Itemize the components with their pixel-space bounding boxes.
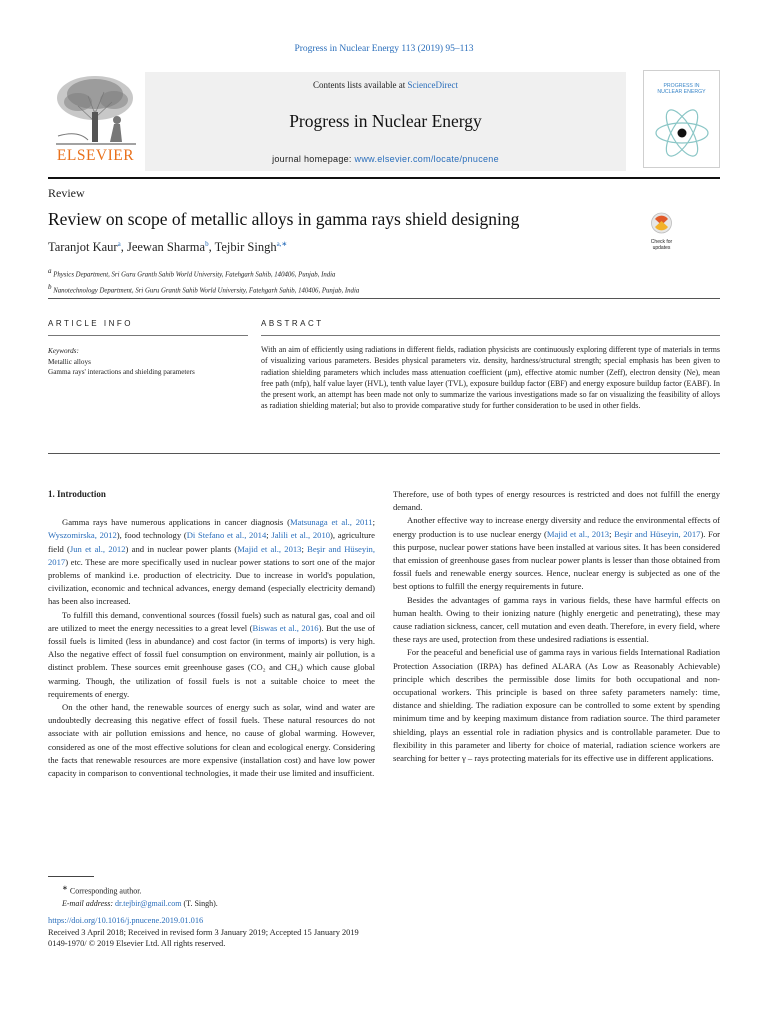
paragraph	[393, 488, 720, 514]
article-info-rule	[48, 335, 248, 336]
check-badge-line-1: Check for	[650, 239, 673, 245]
abstract-bottom-rule	[48, 453, 720, 454]
article-info-heading: ARTICLE INFO	[48, 319, 133, 328]
paragraph	[393, 514, 720, 593]
affiliations	[48, 265, 359, 298]
text-run: To fulfill this demand, conventional sources (fossil fuels) such as natural gas, coal and oil are utilized to meet the energy necessities to a great level (	[48, 609, 375, 633]
abstract-text: With an aim of efficiently using radiations in different fields, radiation physicists are continuously exploring different type of materials in terms of visualizing various parameters. Besides physical parameters viz. density, hardness/structural strength; special emphasis has been given to radiation shielding parameters which includes mass attenuation coefficient (μm), effective atomic number (Zeff), electron density (Ne), mean free path (mfp), half value layer (HVL), tenth value layer (TVL), exposure buildup factor (EBF) and energy exposure buildup factor (EABF). In the present work, an attempt has been made not only to summarize the various investigations made so far on visualizing the feasibility of alloys as radiation shielding material; but also to provide comparative study for further consideration to be used in other fields.	[261, 345, 720, 411]
keywords-label: Keywords:	[48, 347, 79, 355]
text-run: ) and in nuclear power plants (	[125, 543, 238, 554]
homepage-line	[145, 154, 626, 164]
email-label: E-mail address:	[62, 898, 114, 908]
text-run: ;	[266, 530, 272, 541]
citation-link[interactable]: Beşir and Hüseyin, 2017	[48, 543, 375, 567]
doi-link[interactable]: https://doi.org/10.1016/j.pnucene.2019.01.016	[48, 916, 204, 925]
article-title: Review on scope of metallic alloys in gamma rays shield designing	[48, 209, 520, 229]
citation-link[interactable]: Wyszomirska, 2012	[48, 530, 117, 541]
citation-link[interactable]: Biswas et al., 2016	[252, 622, 319, 633]
paragraph	[48, 609, 375, 701]
homepage-prefix: journal homepage:	[272, 154, 355, 164]
citation-link[interactable]: Jalili et al., 2010	[271, 530, 331, 541]
check-for-updates-badge[interactable]	[645, 212, 678, 251]
text-run: ), food technology (	[116, 530, 187, 541]
section-heading-introduction: 1. Introduction	[48, 489, 106, 499]
received-dates: Received 3 April 2018; Received in revised form 3 January 2019; Accepted 15 January 2019	[48, 927, 359, 937]
footnotes: ∗ Corresponding author. E-mail address: dr.tejbir@gmail.com (T. Singh).	[62, 884, 218, 908]
atom-icon	[652, 103, 712, 163]
journal-masthead	[48, 70, 720, 173]
text-run: On the other hand, the renewable sources of energy such as solar, wind and water are undoubtedly decreasing this negative effect of fossil fuels. These natural resources do not associate with air pollution emissions and hence, no cause of global warming. However, considered as one of the most effective solutions for clean and ecological energy. Considering the facts that renewable resources are more expensive (installation cost) and have low power capacity in comparison to conventional technologies, it made their use limited and insufficient.	[48, 702, 375, 779]
text-run: Another effective way to increase energy diversity and reduce the environmental effects of energy production is to use nuclear energy (	[393, 515, 720, 539]
text-run: ;	[609, 528, 615, 539]
homepage-link[interactable]: www.elsevier.com/locate/pnucene	[354, 154, 499, 164]
publisher-wordmark: ELSEVIER	[56, 147, 135, 164]
journal-title-band	[145, 72, 626, 171]
cover-title	[644, 83, 719, 95]
paragraph	[393, 646, 720, 765]
elsevier-logo[interactable]	[48, 70, 143, 168]
text-run: For the peaceful and beneficial use of gamma rays in various fields International Radiation Protection Association (IRPA) has defined ALARA (As Low as Reasonably Achievable) principle which describes the permissible dose limits for both occupational and non-occupational workers. This principle is based on three safety parameters namely: time, distance and shielding. The radiation exposure can be controlled to some extent by spending minimum time and by keeping maximum distance from radiation source. The third parameter shielding, plays an essential role in radiation physics and is controllable parameter. Due to flexibility in this parameter and liberty for choice of material, radiation science workers are searching for better γ – rays protecting materials for its effective use in different applications.	[393, 647, 720, 764]
author-list: Taranjot Kaur$^a$, Jeewan Sharma$^b$, Tejbir Singh$^{a,∗}$	[48, 240, 288, 255]
body-column-left	[48, 488, 375, 780]
paragraph	[393, 594, 720, 647]
citation-link[interactable]: Beşir and Hüseyin, 2017	[614, 528, 701, 539]
cover-title-line-1: PROGRESS IN	[663, 83, 700, 89]
keywords-block	[48, 346, 248, 378]
text-run: ). For this purpose, nuclear power stations have been installed at various sites. It has been considered that emission of greenhouse gases from nuclear power plants is lesser than those obtained from fossil fuels and renewable energy sources. Hence, nuclear energy is subjected as one of the best options to fulfill the energy requirements in future.	[393, 528, 720, 592]
affiliation-a: $^a$ Physics Department, Sri Guru Granth Sahib World University, Fatehgarh Sahib, 140406, Punjab, India	[48, 267, 336, 279]
citation-link[interactable]: Jun et al., 2012	[69, 543, 126, 554]
article-metadata	[48, 915, 359, 950]
author-affil-sup[interactable]: a,∗	[276, 240, 288, 248]
author-name[interactable]: Taranjot Kaur	[48, 240, 118, 255]
abstract-rule	[261, 335, 720, 336]
paragraph	[48, 701, 375, 780]
text-run: Therefore, use of both types of energy resources is restricted and does not fulfill the energy demand.	[393, 489, 720, 513]
check-updates-icon	[645, 212, 678, 234]
abstract-heading: ABSTRACT	[261, 319, 324, 328]
text-run: ;	[301, 543, 308, 554]
article-type: Review	[48, 186, 85, 200]
author-affil-sup[interactable]: b	[205, 240, 209, 248]
journal-citation-link[interactable]: Progress in Nuclear Energy 113 (2019) 95–113	[294, 44, 474, 54]
citation-link[interactable]: Di Stefano et al., 2014	[186, 530, 267, 541]
author-affil-sup[interactable]: a	[117, 240, 121, 248]
text-run: Besides the advantages of gamma rays in various fields, these have harmful effects on human health. Owing to their ionizing nature (highly energetic and penetrating), these may cause radiation sickness, cancer, cell mutation and even death. Therefore, in every field, where these rays are used, protection from these undesired radiations is essential.	[393, 594, 720, 645]
keyword-item: Gamma rays' interactions and shielding parameters	[48, 368, 195, 376]
email-suffix: (T. Singh).	[183, 898, 218, 908]
sciencedirect-link[interactable]: ScienceDirect	[407, 80, 458, 90]
citation-link[interactable]: Matsunaga et al., 2011	[289, 517, 373, 528]
text-run: ;	[372, 517, 375, 528]
footnote-rule	[48, 876, 94, 877]
author-email-link[interactable]: dr.tejbir@gmail.com	[115, 898, 182, 908]
text-run: ) etc. These are more specifically used in nuclear power stations to sort one of the major problems of mankind i.e. production of electricity. Due to increase in world's population, civilization, economic and technical advances, energy demand (especially electricity demand) has been also increased.	[48, 556, 375, 607]
header-rule	[48, 177, 720, 179]
affiliation-b: $^b$ Nanotechnology Department, Sri Guru Granth Sahib World University, Fatehgarh Sahib, 140406, Punjab, India	[48, 283, 360, 295]
citation-link[interactable]: Majid et al., 2013	[237, 543, 302, 554]
paragraph	[48, 516, 375, 608]
check-badge-line-2: updates	[652, 245, 671, 251]
contents-line	[145, 80, 626, 90]
corresponding-note: Corresponding author.	[69, 886, 142, 896]
text-run: Gamma rays have numerous applications in cancer diagnosis (	[62, 517, 290, 528]
body-column-right	[393, 488, 720, 765]
journal-title: Progress in Nuclear Energy	[289, 111, 482, 131]
copyright-line: 0149-1970/ © 2019 Elsevier Ltd. All rights reserved.	[48, 939, 226, 948]
author-name[interactable]: Tejbir Singh	[214, 240, 277, 255]
keyword-item: Metallic alloys	[48, 357, 91, 366]
author-name[interactable]: Jeewan Sharma	[126, 240, 206, 255]
title-block-rule	[48, 298, 720, 299]
text-run: ), agriculture field (	[48, 530, 375, 554]
journal-cover-thumbnail[interactable]	[643, 70, 720, 168]
cover-title-line-2: NUCLEAR ENERGY	[657, 89, 706, 95]
contents-prefix: Contents lists available at	[313, 80, 408, 90]
citation-link[interactable]: Majid et al., 2013	[546, 528, 610, 539]
text-run: ). But the use of fossil fuels is limited (less in abundance) and cost factor (in terms of imports) is very high. Also the negative effect of fossil fuel consumption on environment, mainly air pollution, is a distinct problem. These sources emit greenhouse gases (CO₂ and CH₄) which cause global warming. Though, the utilization of fossil fuels is not a suitable choice to meet the requirements of energy.	[48, 622, 375, 699]
